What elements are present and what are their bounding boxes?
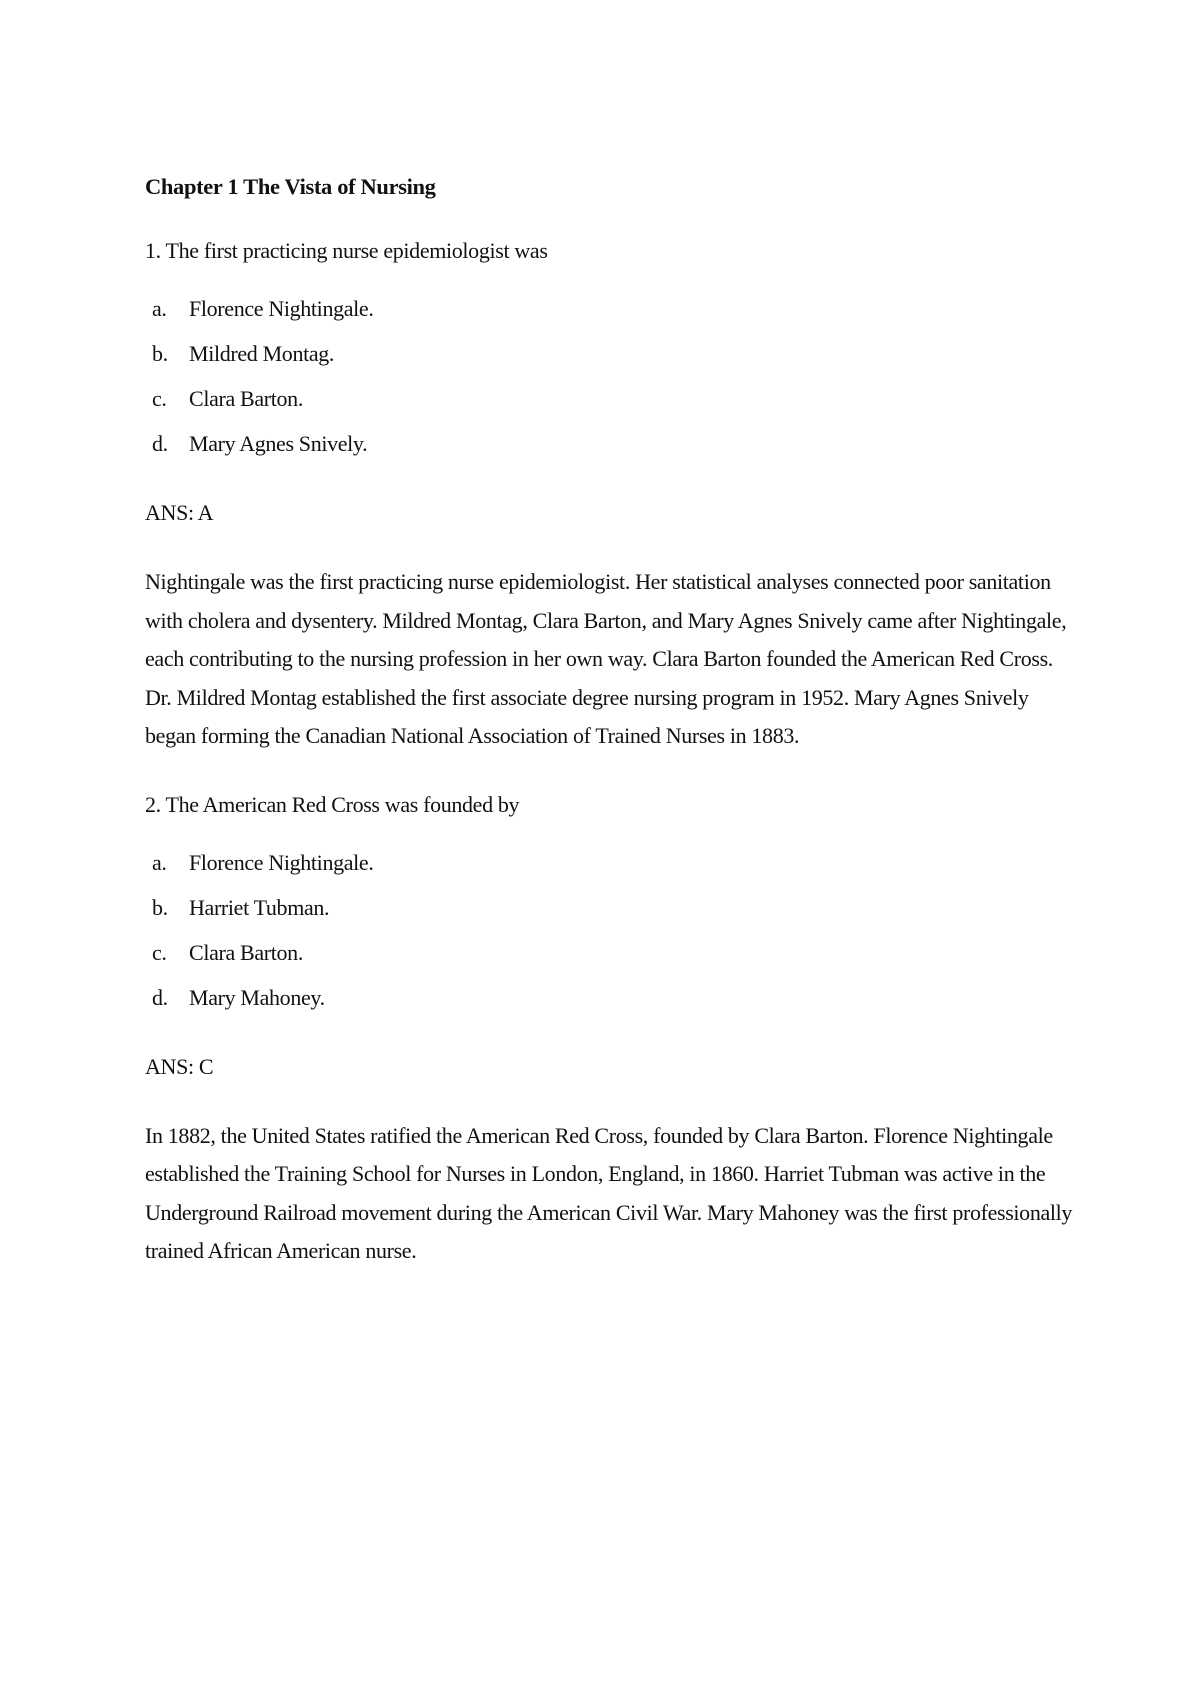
question-2-option-d	[145, 983, 1085, 1028]
option-letter: d.	[152, 984, 168, 1010]
question-2-stem: 2. The American Red Cross was founded by	[145, 791, 520, 817]
chapter-title: Chapter 1 The Vista of Nursing	[145, 174, 436, 199]
option-letter: b.	[152, 894, 168, 920]
question-1-option-c	[145, 384, 1085, 429]
question-1-stem: 1. The first practicing nurse epidemiologist was	[145, 238, 548, 263]
question-2-option-b	[145, 893, 1085, 938]
option-text: Mary Mahoney.	[189, 984, 325, 1010]
option-text: Florence Nightingale.	[189, 296, 374, 321]
document-content	[145, 172, 1085, 1271]
option-text: Clara Barton.	[189, 939, 303, 965]
question-1-rationale: Nightingale was the first practicing nurse epidemiologist. Her statistical analyses connected poor sanitation with cholera and dysentery. Mildred Montag, Clara Barton, and Mary Agnes Snively came after Nightingale, each contributing to the nursing profession in her own way. Clara Barton founded the American Red Cross. Dr. Mildred Montag established the first associate degree nursing program in 1952. Mary Agnes Snively began forming the Canadian National Association of Trained Nurses in 1883.	[145, 569, 1067, 748]
option-text: Mary Agnes Snively.	[189, 431, 368, 456]
question-2-option-c	[145, 938, 1085, 983]
question-2-rationale: In 1882, the United States ratified the American Red Cross, founded by Clara Barton. Florence Nightingale established the Training School for Nurses in London, England, in 1860. Harriet Tubman was active in the Underground Railroad movement during the American Civil War. Mary Mahoney was the first professionally trained African American nurse.	[145, 1122, 1073, 1263]
question-1-option-b	[145, 339, 1085, 384]
question-1-option-d	[145, 429, 1085, 474]
option-text: Florence Nightingale.	[189, 849, 374, 875]
option-text: Mildred Montag.	[189, 341, 335, 366]
option-letter: c.	[152, 939, 167, 965]
question-2-option-a	[145, 848, 1085, 893]
option-text: Clara Barton.	[189, 386, 303, 411]
question-1-answer: ANS: A	[145, 500, 214, 525]
option-letter: d.	[152, 431, 168, 456]
question-2-answer: ANS: C	[145, 1053, 214, 1079]
option-letter: c.	[152, 386, 167, 411]
question-1-option-a	[145, 294, 1085, 339]
question-1-options	[145, 294, 1085, 474]
question-2-options	[145, 848, 1085, 1028]
option-letter: b.	[152, 341, 168, 366]
option-letter: a.	[152, 849, 167, 875]
option-letter: a.	[152, 296, 167, 321]
option-text: Harriet Tubman.	[189, 894, 330, 920]
